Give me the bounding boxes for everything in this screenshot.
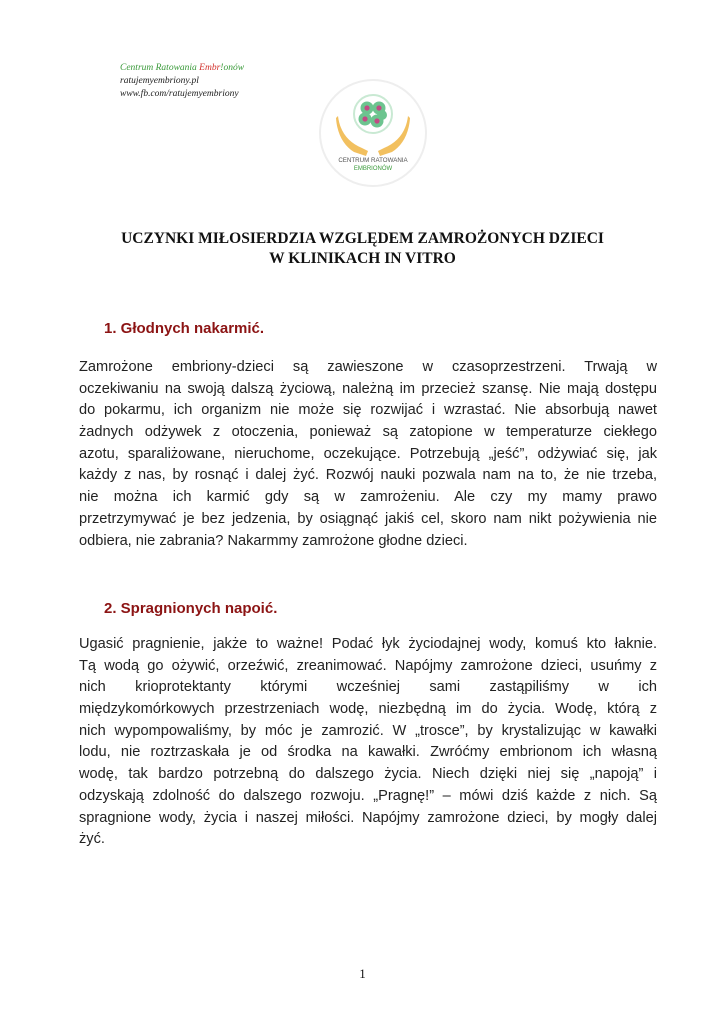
org-name-part4: onów <box>223 63 245 73</box>
header-contact-block <box>120 62 244 101</box>
org-name <box>120 62 244 75</box>
paragraph-line: odzyskają zdolność do dalszego rozwoju. „Pragnę!” – mówi dziś każde z nich. Są <box>79 787 657 804</box>
logo-text-line1: CENTRUM RATOWANIA <box>338 157 408 164</box>
section-1-paragraph <box>79 357 657 552</box>
logo-graphic <box>318 78 428 188</box>
paragraph-line: żyć. <box>79 831 105 848</box>
org-name-part3: ! <box>220 63 224 73</box>
logo-text-line2: EMBRIONÓW <box>353 166 393 172</box>
org-name-part1: Centrum Ratowania <box>120 63 200 73</box>
paragraph-line: azotu, sparaliżowane, nieruchome, oczekujące. Potrzebują „jeść”, odżywiać się, jak <box>79 445 657 462</box>
section-heading-2: 2. Spragnionych napoić. <box>104 600 278 617</box>
section-heading-1: 1. Głodnych nakarmić. <box>104 320 265 337</box>
embryo-icon <box>354 95 392 133</box>
paragraph-line: Ugasić pragnienie, jakże to ważne! Podać łyk życiodajnej wody, komuś kto łaknie. <box>79 636 657 652</box>
paragraph-line: wodę, tak bardzo potrzebną do dalszego życia. Niech dzięki niej się „napoją” i <box>79 766 657 783</box>
paragraph-line: każdy z nas, by rosnąć i dalej żyć. Rozwój nauki pozwala nam na to, że nie trzeba, <box>79 467 657 484</box>
facebook-link[interactable]: www.fb.com/ratujemyembriony <box>120 89 239 99</box>
paragraph-line: żadnych odżywek z otoczenia, ponieważ są zatopione w temperaturze ciekłego <box>79 424 657 441</box>
paragraph-line: nich wypompowaliśmy, by móc je zamrozić. W „trosce”, by krystalizując w kawałki <box>79 722 657 739</box>
section-2-paragraph <box>79 634 657 851</box>
paragraph-line: oczekiwaniu na swoją dalszą życiową, należną im przecież szansę. Nie mają dostępu <box>79 380 657 397</box>
organization-logo <box>318 78 428 188</box>
paragraph-line: lodu, nie roztrzaskała je od środka na kawałki. Zwróćmy embrionom ich własną <box>79 744 657 761</box>
paragraph-line: do pokarmu, ich organizm nie może się rozwijać i wzrastać. Nie absorbują nawet <box>79 402 657 419</box>
paragraph-line: spragnione wody, życia i naszej miłości. Napójmy zamrożone dzieci, by mogły dalej <box>79 809 657 826</box>
website-link[interactable]: ratujemyembriony.pl <box>120 76 199 86</box>
title-line-1: UCZYNKI MIŁOSIERDZIA WZGLĘDEM ZAMROŻONYCH DZIECI <box>121 230 604 247</box>
title-line-2: W KLINIKACH IN VITRO <box>269 250 456 267</box>
org-name-part2: Embr <box>199 63 221 73</box>
paragraph-line: międzykomórkowych przestrzeniach wodę, niezbędną im do życia. Wodę, którą z <box>79 701 657 718</box>
paragraph-line: nie można ich karmić gdy są w zamrożeniu. Ale czy my mamy prawo <box>79 489 657 506</box>
document-title <box>0 229 725 269</box>
paragraph-line: odbiera, nie zabrania? Nakarmmy zamrożone głodne dzieci. <box>79 532 468 549</box>
page-number: 1 <box>359 966 366 981</box>
paragraph-line: Tą wodą go ożywić, orzeźwić, zreanimować. Napójmy zamrożone dzieci, usuńmy z <box>79 657 657 674</box>
paragraph-line: Zamrożone embriony-dzieci są zawieszone w czasoprzestrzeni. Trwają w <box>79 359 657 375</box>
paragraph-line: przetrzymywać je bez jedzenia, by osiągnąć jakiś cel, skoro nam nikt pożywienia nie <box>79 510 657 527</box>
paragraph-line: nich krioprotektanty którymi wcześniej sami zastąpiliśmy w ich <box>79 679 657 696</box>
